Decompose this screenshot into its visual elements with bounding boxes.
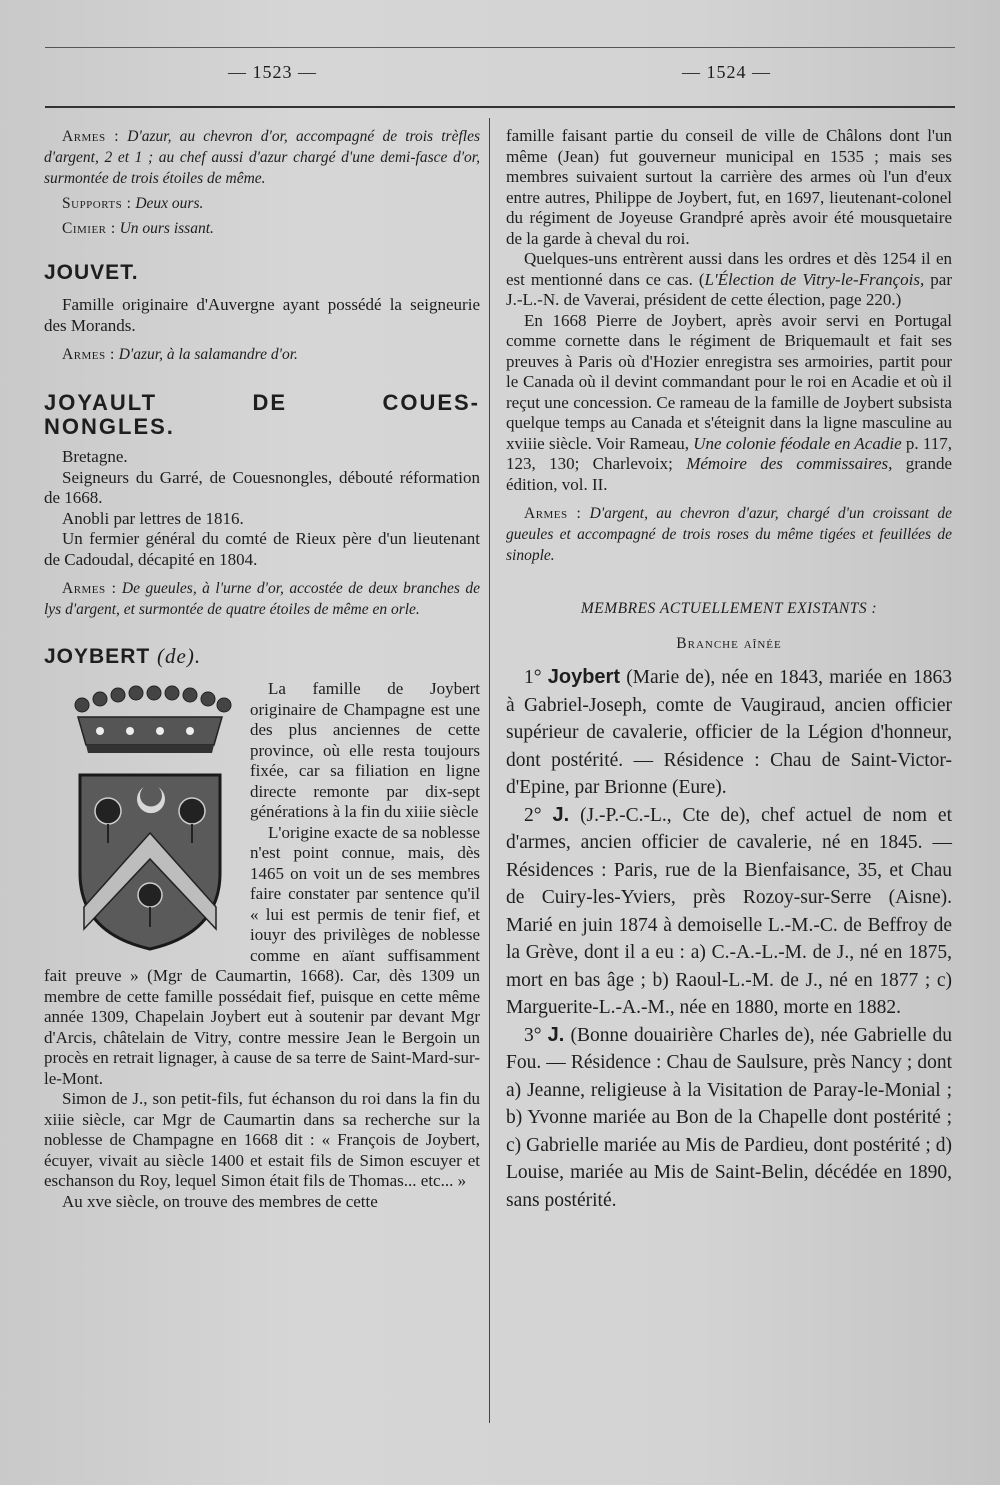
coat-of-arms xyxy=(60,683,240,951)
page-number-right: — 1524 — xyxy=(682,62,771,82)
cimier-line xyxy=(44,218,480,239)
heraldic-shield-icon xyxy=(80,775,220,949)
member-text: (J.-P.-C.-L., Cte de), chef actuel de nom et d'armes, ancien officier de cavalerie, né en 1845. — Résidences : Paris, rue de la Bienfaisance, 35, et Chau de Cuiry-les-Yviers, près Rozoy-sur-Serre (Aisne). Marié en juin 1874 à demoiselle L.-M.-C. de Beffroy de la Grève, dont il a eu : a) C.-A.-L.-M. de J., né en 1875, mort en bas âge ; b) Raoul-L.-M. de J., né en 1877 ; c) Marguerite-L.-A.-M., née en 1880, morte en 1882. xyxy=(506,804,952,1018)
right-p1: famille faisant partie du conseil de ville de Châlons dont l'un même (Jean) fut gouverneur municipal en 1535 ; mais ses membres suivaient surtout la carrière des armes où l'un d'eux entre autres, Philippe de Joybert, fut, en 1697, lieutenant-colonel du régiment de Joyeuse Grandpré après avoir été mousquetaire de la garde à cheval du roi. xyxy=(506,126,952,248)
members-heading: MEMBRES ACTUELLEMENT EXISTANTS : xyxy=(580,600,878,617)
jouvet-heading: JOUVET. xyxy=(44,261,139,284)
text-run: En 1668 Pierre de Joybert, après avoir servi en Portugal comme cornette dans le régiment de Briquemault et fait ses preuves à Paris où d'Hozier enregistra ses armoiries, partit pour le Canada où il devint commandant pour le roi en Acadie et où il reçut une concession. Ce rameau de la famille de Joybert subsista quelque temps au Canada et s'éteignit dans la ligne masculine au xviiie siècle. Voir Rameau, xyxy=(506,310,952,453)
joybert-p3: Simon de J., son petit-fils, fut échanson du roi dans la fin du xiiie siècle, car Mgr de Caumartin dans sa recherche sur la noblesse de Champagne en 1668 dit : « François de Joybert, écuyer, vivait au siècle 1400 et estait fils de Simon escuyer et eschanson du Roy, lequel Simon était fils de Thomas... etc... » xyxy=(44,1089,480,1190)
column-divider xyxy=(489,118,490,1423)
member-text: (Marie de), née en 1843, mariée en 1863 à Gabriel-Joseph, comte de Vaugiraud, ancien officier supérieur de cavalerie, officier de la Légion d'honneur, dont postérité. — Résidence : Chau de Saint-Victor-d'Epine, par Brionne (Eure). xyxy=(506,667,953,798)
joybert-heading xyxy=(44,644,480,669)
joybert-p2: L'origine exacte de sa noblesse n'est point connue, mais, dès 1465 on voit un de ses membres faire constater par sentence qu'il « lui est permis de tenir fief, et iouyr des privilèges de noblesse comme en aïant suffisamment fait preuve » (Mgr de Caumartin, 1668). Car, dès 1309 un membre de cette famille possédait fief, puisque en cette même année 1309, Chapelain Joybert eut à soutenir par devant Mgr d'Arcis, châtelain de Vitry, contre messire Jean le Bergoin un procès en retrait lignager, à cause de sa terre de Saint-Mard-sur-le-Mont. xyxy=(44,822,480,1088)
joybert-body xyxy=(44,679,480,1212)
right-arms xyxy=(506,503,952,566)
jouvet-arms xyxy=(44,344,480,365)
member-number: 1° xyxy=(524,667,542,688)
jouvet-text: Famille originaire d'Auvergne ayant possédé la seigneurie des Morands. xyxy=(44,295,480,335)
supports-label: Supports : xyxy=(62,195,132,212)
header-rule xyxy=(45,106,955,108)
citation: Mémoire des commissaires, xyxy=(686,454,893,473)
heading-word: JOYAULT xyxy=(44,390,158,415)
text-run: p. 117, 123, 130; Charlevoix; xyxy=(506,433,952,473)
member-text: (Bonne douairière Charles de), née Gabrielle du Fou. — Résidence : Chau de Saulsure, près Nancy ; dont a) Jeanne, religieuse à la Visitation de Paray-le-Monial ; b) Yvonne mariée au Bon de la Chapelle dont postérité ; c) Gabrielle mariée au Mis de Pardieu, dont postérité ; d) Louise, mariée au Mis de Saint-Belin, décédée en 1890, sans postérité. xyxy=(506,1024,953,1211)
joybert-p1: La famille de Joybert originaire de Champagne est une des plus anciennes de cette province, où elle resta toujours fixée, car sa filiation en ligne directe remonte par dix-sept générations à la fin du xiiie siècle xyxy=(250,679,480,821)
right-p2 xyxy=(506,249,952,311)
top-rule xyxy=(45,47,955,48)
branch-heading: Branche aînée xyxy=(676,635,782,652)
text-run: grande édition, vol. II. xyxy=(506,454,952,494)
member-name: J. xyxy=(547,1023,565,1046)
heading-word: COUES- xyxy=(382,390,480,415)
left-column xyxy=(44,126,480,1212)
supports-line xyxy=(44,193,480,214)
heading-name: JOYBERT xyxy=(44,645,151,668)
joyault-line: Anobli par lettres de 1816. xyxy=(62,508,244,528)
member-name: J. xyxy=(552,803,570,826)
arms-text: D'azur, à la salamandre d'or. xyxy=(118,346,298,363)
text-run: Quelques-uns entrèrent aussi dans les ordres et dès 1254 il en est mentionné dans ce cas. ( xyxy=(506,249,952,289)
arms-label: Armes : xyxy=(524,505,582,522)
arms-text: D'azur, au chevron d'or, accompagné de trois trèfles d'argent, 2 et 1 ; au chef aussi d'azur chargé d'une demi-fasce d'or, surmontée de trois étoiles de même. xyxy=(44,128,480,187)
heading-particle: (de). xyxy=(157,644,202,668)
joyault-heading xyxy=(44,391,480,439)
supports-text: Deux ours. xyxy=(135,195,204,212)
heading-word: DE xyxy=(252,390,288,415)
arms-text: De gueules, à l'urne d'or, accostée de deux branches de lys d'argent, et surmontée de quatre étoiles de même en orle. xyxy=(44,580,480,618)
citation: Une colonie féodale en Acadie xyxy=(693,433,902,453)
joyault-line: Seigneurs du Garré, de Couesnongles, débouté réformation de 1668. xyxy=(44,467,480,507)
arms-label: Armes : xyxy=(62,346,115,363)
coronet-icon xyxy=(75,686,231,753)
heading-line-2: NONGLES. xyxy=(44,414,175,439)
cimier-text: Un ours issant. xyxy=(119,220,214,237)
right-column xyxy=(506,126,952,1214)
citation: L'Élection de Vitry-le-François, xyxy=(704,269,925,289)
member-3 xyxy=(506,1022,952,1215)
joyault-line: Bretagne. xyxy=(62,447,128,466)
intro-arms xyxy=(44,126,480,189)
arms-label: Armes : xyxy=(62,580,117,597)
text-run: par J.-L.-N. de Vaverai, président de cette élection, page 220.) xyxy=(506,269,952,309)
arms-text: D'argent, au chevron d'azur, chargé d'un croissant de gueules et accompagné de trois roses du même tigées et feuillées de sinople. xyxy=(506,505,952,564)
page-number-left: — 1523 — xyxy=(228,62,317,82)
joybert-p4: Au xve siècle, on trouve des membres de cette xyxy=(62,1191,378,1211)
cimier-label: Cimier : xyxy=(62,220,116,237)
right-p3 xyxy=(506,311,952,496)
member-1 xyxy=(506,664,952,802)
arms-label: Armes : xyxy=(62,128,120,145)
member-number: 3° xyxy=(524,1024,542,1046)
member-2 xyxy=(506,802,952,1022)
joyault-arms xyxy=(44,578,480,620)
member-number: 2° xyxy=(524,804,542,826)
member-name: Joybert xyxy=(547,666,620,688)
joyault-line: Un fermier général du comté de Rieux père d'un lieutenant de Cadoudal, décapité en 1804. xyxy=(44,529,480,569)
